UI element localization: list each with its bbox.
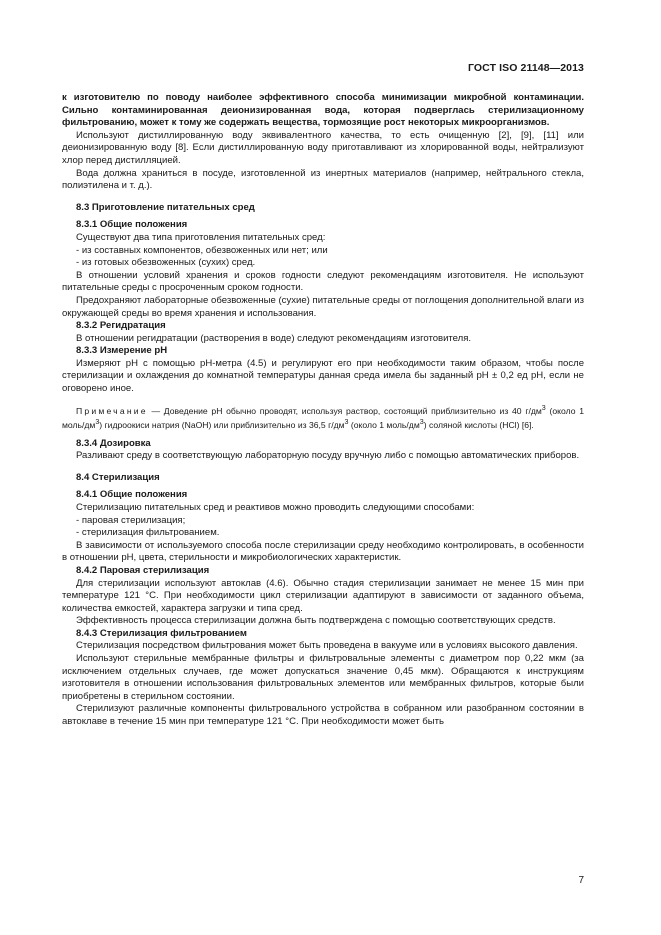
paragraph: Используют стерильные мембранные фильтры и фильтровальные элементы с диаметром пор 0,22 мкм (за исключением отдельных случаев, где может допускаться значение 0,45 мкм). Обращаются к инструкциям изготовителя в отношении использования фильтровальных элементов или мембранных фильтров, которые были приобретены в стерильном состоянии. (62, 653, 584, 702)
paragraph: Разливают среду в соответствующую лабораторную посуду вручную либо с помощью автоматических приборов. (76, 450, 580, 462)
list-item: - стерилизация фильтрованием. (76, 527, 220, 539)
page-number: 7 (578, 875, 584, 886)
note-text: — Доведение pH обычно проводят, используя раствор, состоящий приблизительно из 40 г/дм (147, 405, 542, 416)
paragraph: Стерилизацию питательных сред и реактивов можно проводить следующими способами: (76, 501, 475, 513)
document-body (62, 92, 584, 729)
paragraph: Существуют два типа приготовления питательных сред: (76, 231, 326, 243)
paragraph: Вода должна храниться в посуде, изготовленной из инертных материалов (например, нейтрального стекла, полиэтилена и т. д.). (62, 167, 584, 192)
subsection-heading: 8.4.2 Паровая стерилизация (76, 564, 210, 576)
note-text: (около 1 моль/дм (348, 419, 420, 430)
superscript: 3 (95, 418, 100, 427)
list-item: - из готовых обезвоженных (сухих) сред. (76, 257, 256, 269)
section-heading: 8.4 Стерилизация (76, 471, 160, 483)
subsection-heading: 8.3.3 Измерение pH (76, 345, 168, 357)
note (62, 403, 584, 432)
section-heading: 8.3 Приготовление питательных сред (76, 201, 255, 213)
paragraph: Эффективность процесса стерилизации должна быть подтверждена с помощью соответствующих средств. (76, 615, 556, 627)
subsection-heading: 8.3.2 Регидратация (76, 320, 166, 332)
paragraph: Стерилизация посредством фильтрования может быть проведена в вакууме или в условиях высокого давления. (76, 640, 578, 652)
note-text: (около 1 моль/дм (62, 405, 584, 430)
note-text: ) гидроокиси натрия (NaOH) или приблизительно из 36,5 г/дм (99, 419, 345, 430)
superscript: 3 (419, 418, 424, 427)
paragraph: Предохраняют лабораторные обезвоженные (сухие) питательные среды от поглощения дополнительной влаги из окружающей среды во время хранения и использования. (62, 294, 584, 319)
paragraph: Используют дистиллированную воду эквивалентного качества, то есть очищенную [2], [9], [11] или деионизированную воду [8]. Если дистиллированную воду приготавливают из хлорированной воды, нейтрализуют хлор перед дистилляцией. (62, 129, 584, 166)
paragraph: В отношении регидратации (растворения в воде) следуют рекомендациям изготовителя. (76, 332, 472, 344)
subsection-heading: 8.3.4 Дозировка (76, 437, 151, 449)
subsection-heading: 8.4.1 Общие положения (76, 489, 188, 501)
note-text: ) соляной кислоты (HCl) [6]. (423, 419, 534, 430)
paragraph: В зависимости от используемого способа после стерилизации среду необходимо контролировать, в особенности в отношении pH, цвета, стерильности и микробиологических характеристик. (62, 539, 584, 564)
paragraph: Измеряют pH с помощью pH-метра (4.5) и регулируют его при необходимости таким образом, чтобы после стерилизации и охлаждения до комнатной температуры данная среда имела бы заданный pH ± 0,2 ед pH, если не оговорено иное. (62, 357, 584, 395)
note-label: Примечание (76, 405, 148, 416)
list-item: - из составных компонентов, обезвоженных или нет; или (76, 244, 328, 256)
standard-header: ГОСТ ISO 21148—2013 (467, 62, 584, 74)
list-item: - паровая стерилизация; (76, 514, 186, 526)
superscript: 3 (344, 418, 349, 427)
subsection-heading: 8.3.1 Общие положения (76, 219, 188, 231)
paragraph: Стерилизуют различные компоненты фильтровального устройства в собранном или разобранном состоянии в автоклаве в течение 15 мин при температуре 121 °C. При необходимости может быть (62, 703, 584, 728)
paragraph: к изготовителю по поводу наиболее эффективного способа минимизации микробной контаминации. Сильно контаминированная деионизированная вода, которая подверглась стерилизационному фильтрованию, может к тому же содержать вещества, тормозящие рост некоторых микроорганизмов. (62, 92, 584, 129)
superscript: 3 (541, 403, 546, 412)
subsection-heading: 8.4.3 Стерилизация фильтрованием (76, 627, 247, 639)
paragraph: Для стерилизации используют автоклав (4.6). Обычно стадия стерилизации занимает не менее 15 мин при температуре 121 °C. При необходимости цикл стерилизации адаптируют в зависимости от заданного объема, количества емкостей, характера загрузки и типа сред. (62, 577, 584, 614)
paragraph: В отношении условий хранения и сроков годности следуют рекомендациям изготовителя. Не используют питательные среды с просроченным сроком годности. (62, 269, 584, 294)
